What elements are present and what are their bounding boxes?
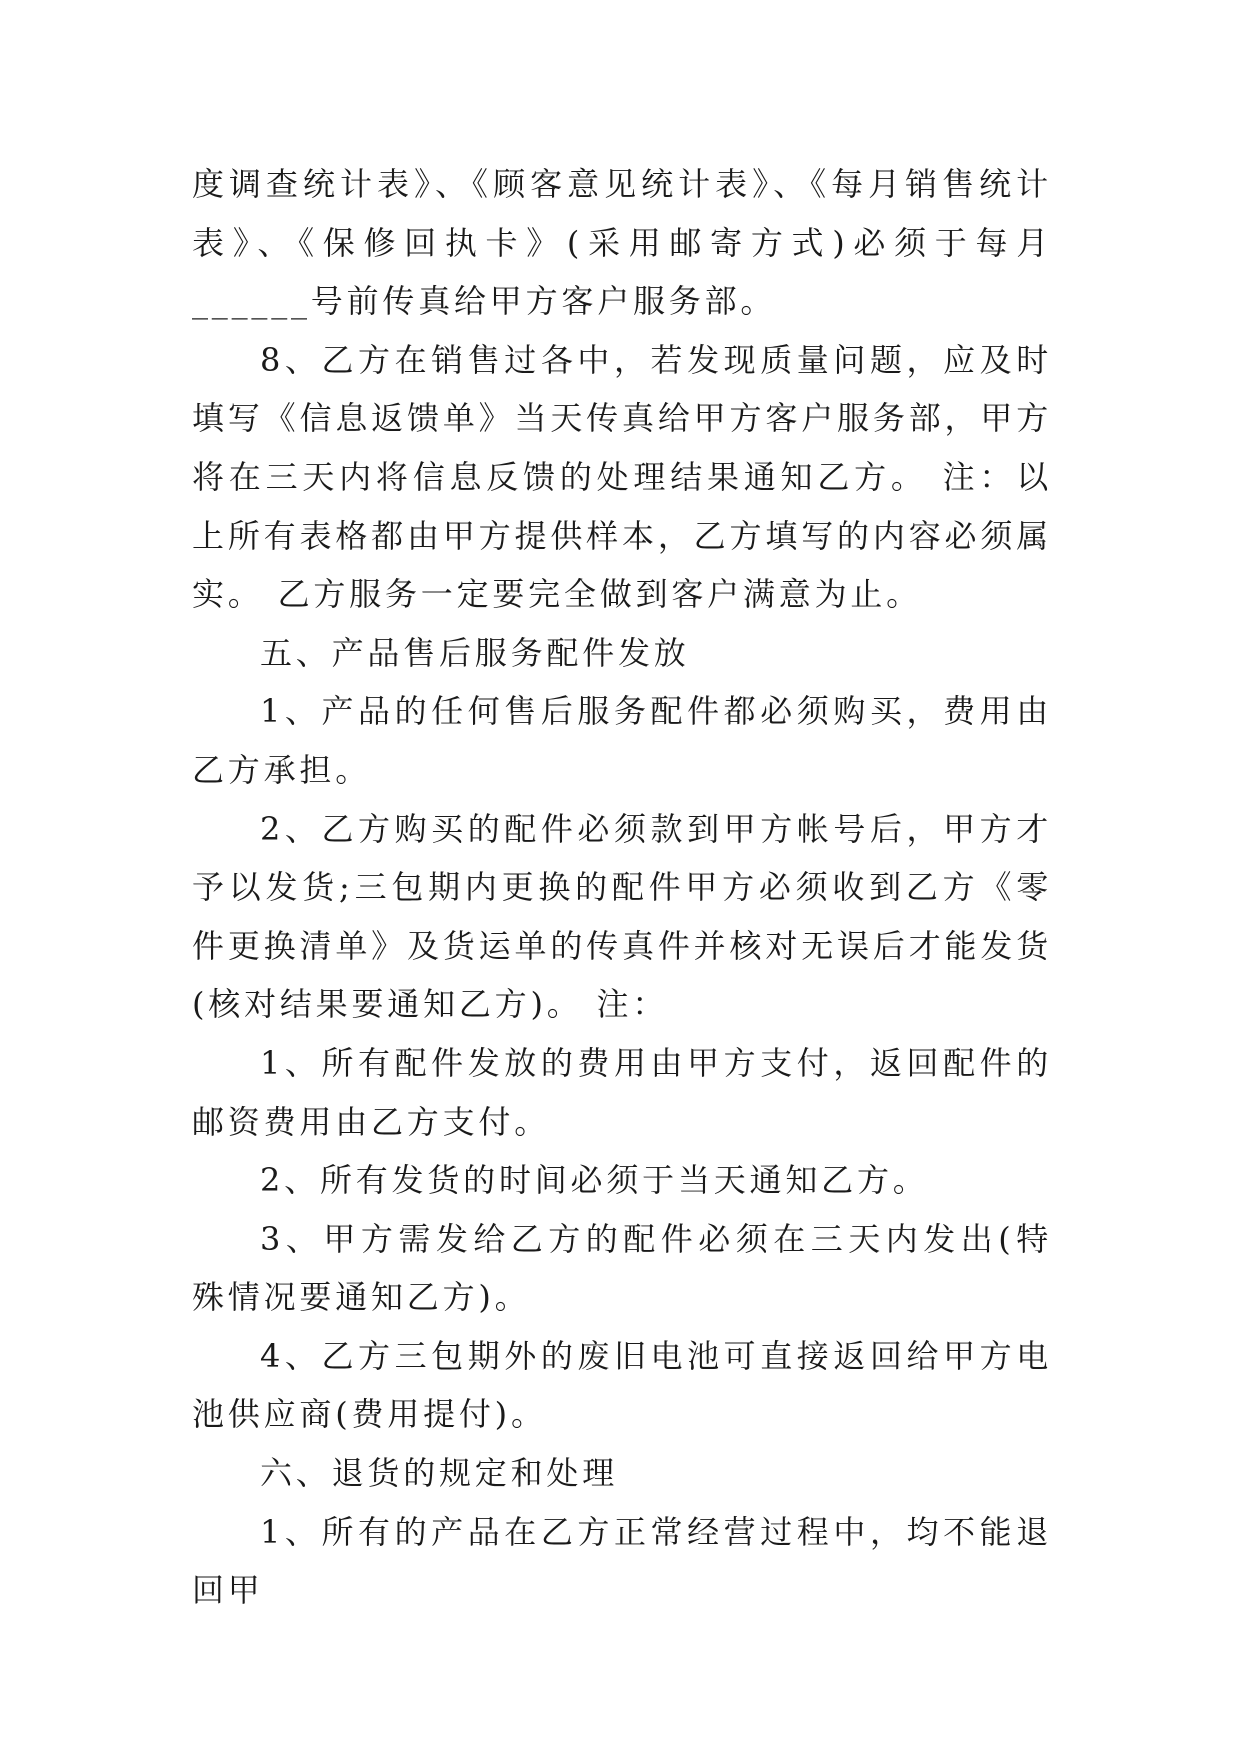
clause-8-paragraph: 8、乙方在销售过各中，若发现质量问题，应及时填写《信息返馈单》当天传真给甲方客户服务部，甲方将在三天内将信息反馈的处理结果通知乙方。 注：以上所有表格都由甲方提供样本，乙方填写的内容必须属实。 乙方服务一定要完全做到客户满意为止。 [192, 340, 1052, 614]
note-item-2: 2、所有发货的时间必须于当天通知乙方。 [260, 1161, 929, 1200]
note-item-3: 3、甲方需发给乙方的配件必须在三天内发出(特殊情况要通知乙方)。 [192, 1219, 1052, 1317]
note-item-4: 4、乙方三包期外的废旧电池可直接返回给甲方电池供应商(费用提付)。 [192, 1336, 1052, 1434]
section-5-item-2: 2、乙方购买的配件必须款到甲方帐号后，甲方才予以发货;三包期内更换的配件甲方必须收到乙方《零件更换清单》及货运单的传真件并核对无误后才能发货(核对结果要通知乙方)。 注： [192, 809, 1052, 1024]
note-item-1: 1、所有配件发放的费用由甲方支付，返回配件的邮资费用由乙方支付。 [192, 1043, 1052, 1141]
section-6-heading: 六、退货的规定和处理 [260, 1454, 619, 1493]
section-5-heading: 五、产品售后服务配件发放 [260, 633, 690, 672]
section-6-item-1: 1、所有的产品在乙方正常经营过程中，均不能退回甲 [192, 1512, 1052, 1610]
section-5-item-1: 1、产品的任何售后服务配件都必须购买，费用由乙方承担。 [192, 692, 1052, 789]
document-page [192, 155, 1052, 1620]
paragraph-continuation: 度调查统计表》、《顾客意见统计表》、《每月销售统计表》、《保修回执卡》(采用邮寄方式)必须于每月______号前传真给甲方客户服务部。 [192, 165, 1052, 321]
